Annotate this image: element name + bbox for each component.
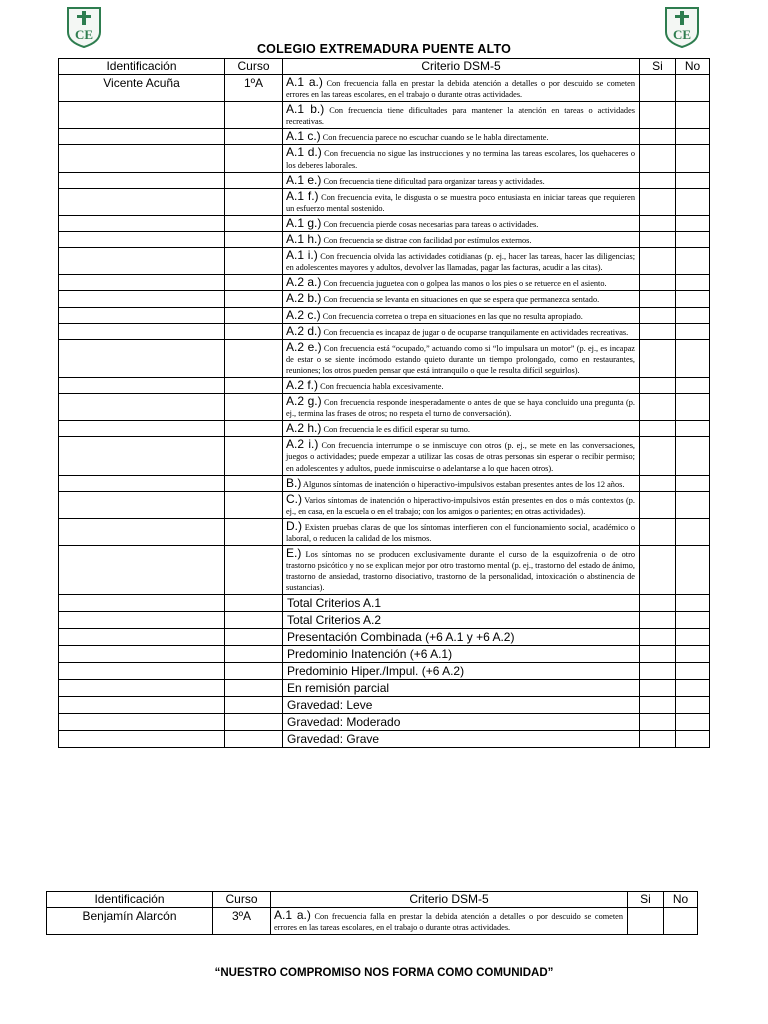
criterion-code: A.1 a.) [274, 908, 311, 922]
student-course-cell [213, 908, 271, 935]
criterion-text: Con frecuencia evita, le disgusta o se muestra poco entusiasta en iniciar tareas que requieren un esfuerzo mental sostenido. [286, 192, 635, 213]
student-id-cell [59, 307, 225, 323]
criterion-cell [283, 421, 640, 437]
student-course-cell [225, 475, 283, 491]
criterion-text: Con frecuencia pierde cosas necesarias para tareas o actividades. [323, 219, 539, 229]
criterion-text: Con frecuencia está “ocupado,” actuando como si “lo impulsara un motor” (p. ej., es incapaz de estar o se siente incómodo estando quieto durante un tiempo prolongado, como en restaurantes, reuniones; los otros pueden pensar que está intranquilo o que le resulta difícil seguirlos). [286, 343, 635, 375]
criterion-row [59, 291, 710, 307]
criterion-cell [283, 475, 640, 491]
checkbox-no-cell[interactable] [676, 518, 710, 545]
criterion-cell [283, 437, 640, 475]
criterion-row [59, 215, 710, 231]
student-course-cell [225, 697, 283, 714]
student-course-cell [225, 232, 283, 248]
criterion-row [59, 518, 710, 545]
checkbox-no-cell[interactable] [676, 323, 710, 339]
checkbox-yes-cell[interactable] [640, 612, 676, 629]
checkbox-no-cell[interactable] [676, 714, 710, 731]
criterion-text: Algunos síntomas de inatención o hiperactivo-impulsivos estaban presentes antes de los 12 años. [302, 479, 625, 489]
criterion-cell [283, 129, 640, 145]
criterion-row [59, 377, 710, 393]
criterion-text: Con frecuencia falla en prestar la debida atención a detalles o por descuido se cometen errores en las tareas escolares, en el trabajo o durante otras actividades. [286, 79, 635, 100]
checkbox-no-cell[interactable] [676, 188, 710, 215]
criterion-cell [271, 908, 628, 935]
checkbox-no-cell[interactable] [676, 394, 710, 421]
student-course-cell [225, 323, 283, 339]
checkbox-yes-cell[interactable] [640, 215, 676, 231]
criterion-row [59, 129, 710, 145]
checkbox-yes-cell[interactable] [640, 546, 676, 595]
criterion-text: Con frecuencia falla en prestar la debida atención a detalles o por descuido se cometen errores en las tareas escolares, en el trabajo o durante otras actividades. [274, 912, 623, 933]
student-id-cell [59, 102, 225, 129]
student-id-cell [59, 714, 225, 731]
student-course-cell [225, 518, 283, 545]
criterion-text: Con frecuencia se levanta en situaciones en que se espera que permanezca sentado. [323, 295, 600, 305]
student-course-cell [225, 612, 283, 629]
student-id-cell [59, 339, 225, 377]
criterion-code: A.2 f.) [286, 377, 319, 392]
summary-label: Gravedad: Moderado [283, 714, 640, 731]
student-id-cell [59, 629, 225, 646]
summary-row [59, 680, 710, 697]
criterion-text: Con frecuencia le es difícil esperar su turno. [323, 425, 470, 435]
student-course-cell [225, 437, 283, 475]
table-header-row [47, 892, 698, 908]
logo-letters: CE [672, 27, 692, 42]
criterion-code: A.1 b.) [286, 102, 325, 117]
criterion-code: A.1 d.) [286, 145, 322, 160]
criterion-cell [283, 145, 640, 172]
student-id-cell [59, 646, 225, 663]
logo-letters: CE [74, 27, 94, 42]
checkbox-yes-cell[interactable] [640, 731, 676, 748]
checkbox-yes-cell[interactable] [640, 145, 676, 172]
checkbox-no-cell[interactable] [676, 145, 710, 172]
table-header-row [59, 59, 710, 75]
student-id-cell [59, 248, 225, 275]
checkbox-no-cell[interactable] [676, 437, 710, 475]
criterion-cell [283, 248, 640, 275]
checkbox-yes-cell[interactable] [640, 437, 676, 475]
criterion-code: C.) [286, 491, 302, 506]
school-motto: “NUESTRO COMPROMISO NOS FORMA COMO COMUNIDAD” [214, 967, 554, 979]
criterion-row [59, 491, 710, 518]
criterion-text: Con frecuencia es incapaz de jugar o de ocuparse tranquilamente en actividades recreativas. [323, 327, 629, 337]
summary-label: Gravedad: Grave [283, 731, 640, 748]
criterion-row [47, 908, 698, 935]
criterion-row [59, 145, 710, 172]
checkbox-yes-cell[interactable] [640, 518, 676, 545]
criterion-code: A.2 e.) [286, 339, 322, 354]
checkbox-yes-cell[interactable] [640, 275, 676, 291]
criterion-row [59, 323, 710, 339]
checkbox-no-cell[interactable] [676, 646, 710, 663]
summary-label: En remisión parcial [283, 680, 640, 697]
student-course-cell [225, 248, 283, 275]
student-course-cell [225, 714, 283, 731]
student-course-cell [225, 595, 283, 612]
summary-row [59, 697, 710, 714]
criterion-code: A.1 c.) [286, 129, 321, 144]
criterion-text: Varios síntomas de inatención o hiperactivo-impulsivos están presentes en dos o más contextos (p. ej., en casa, en la escuela o en el trabajo; con los amigos o parientes; en otras actividades). [286, 495, 635, 516]
checkbox-no-cell[interactable] [676, 129, 710, 145]
summary-label: Presentación Combinada (+6 A.1 y +6 A.2) [283, 629, 640, 646]
student-id-cell [59, 75, 225, 102]
student-course-cell [225, 646, 283, 663]
student-course-cell [225, 75, 283, 102]
col-header-course: Curso [225, 59, 283, 75]
student-id-cell [59, 697, 225, 714]
col-header-yes: Si [640, 59, 676, 75]
checkbox-yes-cell[interactable] [628, 908, 664, 935]
checkbox-yes-cell[interactable] [640, 248, 676, 275]
criterion-text: Los síntomas no se producen exclusivamente durante el curso de la esquizofrenia o de otro trastorno psicótico y no se explican mejor por otro trastorno mental (p. ej., trastorno del estado de ánimo, trastorno de ansiedad, trastorno disociativo, trastorno de la personalidad, intoxicación o abstinencia de sustancias). [286, 550, 635, 593]
checkbox-yes-cell[interactable] [640, 475, 676, 491]
checkbox-yes-cell[interactable] [640, 491, 676, 518]
checkbox-yes-cell[interactable] [640, 339, 676, 377]
criterion-text: Con frecuencia se distrae con facilidad por estímulos externos. [323, 236, 532, 246]
student-course-cell [225, 129, 283, 145]
col-header-no: No [664, 892, 698, 908]
criterion-code: B.) [286, 475, 302, 490]
checkbox-no-cell[interactable] [676, 663, 710, 680]
col-header-id: Identificación [59, 59, 225, 75]
criterion-text: Con frecuencia tiene dificultades para mantener la atención en tareas o actividades recreativas. [286, 106, 635, 127]
checkbox-yes-cell[interactable] [640, 680, 676, 697]
criterion-cell [283, 518, 640, 545]
student-id-cell [59, 437, 225, 475]
student-course-cell [225, 663, 283, 680]
criterion-cell [283, 491, 640, 518]
checkbox-no-cell[interactable] [676, 475, 710, 491]
checkbox-no-cell[interactable] [676, 680, 710, 697]
student-id-cell [59, 129, 225, 145]
criterion-row [59, 394, 710, 421]
checkbox-no-cell[interactable] [676, 75, 710, 102]
summary-label: Total Criterios A.2 [283, 612, 640, 629]
criterion-code: A.2 h.) [286, 421, 322, 436]
criterion-code: D.) [286, 518, 302, 533]
student-course: 1ºA [243, 76, 264, 90]
student-id-cell [59, 377, 225, 393]
criterion-cell [283, 291, 640, 307]
criterion-text: Con frecuencia responde inesperadamente o antes de que se haya concluido una pregunta (p. ej., termina las frases de otros; no respeta el turno de conversación). [286, 398, 635, 419]
checkbox-no-cell[interactable] [664, 908, 698, 935]
checkbox-yes-cell[interactable] [640, 646, 676, 663]
student-id-cell [59, 680, 225, 697]
checkbox-yes-cell[interactable] [640, 291, 676, 307]
student-course-cell [225, 275, 283, 291]
student-id-cell [59, 232, 225, 248]
criterion-text: Con frecuencia tiene dificultad para organizar tareas y actividades. [323, 176, 545, 186]
criterion-cell [283, 307, 640, 323]
student-course: 3ºA [231, 909, 252, 923]
checkbox-yes-cell[interactable] [640, 377, 676, 393]
checkbox-no-cell[interactable] [676, 339, 710, 377]
criterion-row [59, 248, 710, 275]
checkbox-yes-cell[interactable] [640, 172, 676, 188]
criterion-code: A.1 a.) [286, 75, 323, 89]
student-course-cell [225, 339, 283, 377]
criterion-code: A.2 i.) [286, 437, 319, 452]
criterion-code: A.1 h.) [286, 232, 322, 247]
checkbox-no-cell[interactable] [676, 248, 710, 275]
student-id-cell [59, 291, 225, 307]
criterion-row [59, 102, 710, 129]
criterion-text: Con frecuencia habla excesivamente. [320, 381, 444, 391]
criterion-text: Con frecuencia corretea o trepa en situaciones en las que no resulta apropiado. [322, 311, 583, 321]
summary-row [59, 714, 710, 731]
student-course-cell [225, 421, 283, 437]
summary-row [59, 646, 710, 663]
student-course-cell [225, 491, 283, 518]
student-id-cell [59, 595, 225, 612]
criterion-cell [283, 546, 640, 595]
criterion-cell [283, 339, 640, 377]
criterion-cell [283, 323, 640, 339]
student-name: Vicente Acuña [103, 76, 180, 90]
student-id-cell [59, 518, 225, 545]
student-id-cell [59, 475, 225, 491]
col-header-criterion: Criterio DSM-5 [283, 59, 640, 75]
checkbox-no-cell[interactable] [676, 595, 710, 612]
summary-row [59, 629, 710, 646]
checkbox-yes-cell[interactable] [640, 697, 676, 714]
student-course-cell [225, 680, 283, 697]
student-course-cell [225, 145, 283, 172]
criterion-row [59, 421, 710, 437]
summary-label: Total Criterios A.1 [283, 595, 640, 612]
checkbox-yes-cell[interactable] [640, 595, 676, 612]
criterion-row [59, 232, 710, 248]
col-header-course: Curso [213, 892, 271, 908]
col-header-yes: Si [628, 892, 664, 908]
summary-label: Gravedad: Leve [283, 697, 640, 714]
checkbox-yes-cell[interactable] [640, 307, 676, 323]
summary-row [59, 663, 710, 680]
summary-label: Predominio Inatención (+6 A.1) [283, 646, 640, 663]
criterion-cell [283, 75, 640, 102]
checkbox-yes-cell[interactable] [640, 714, 676, 731]
checkbox-no-cell[interactable] [676, 377, 710, 393]
checkbox-yes-cell[interactable] [640, 394, 676, 421]
criterion-code: A.2 b.) [286, 291, 322, 306]
criterion-text: Con frecuencia no sigue las instrucciones y no termina las tareas escolares, los quehaceres o los deberes laborales. [286, 149, 635, 170]
criterion-row [59, 275, 710, 291]
student-id-cell [47, 908, 213, 935]
school-name: COLEGIO EXTREMADURA PUENTE ALTO [256, 42, 512, 56]
summary-row [59, 595, 710, 612]
student-course-cell [225, 307, 283, 323]
student-course-cell [225, 394, 283, 421]
student-course-cell [225, 291, 283, 307]
summary-label: Predominio Hiper./Impul. (+6 A.2) [283, 663, 640, 680]
criterion-row [59, 75, 710, 102]
checkbox-no-cell[interactable] [676, 491, 710, 518]
col-header-no: No [676, 59, 710, 75]
col-header-criterion: Criterio DSM-5 [271, 892, 628, 908]
criterion-code: A.2 g.) [286, 394, 322, 409]
criterion-code: A.1 g.) [286, 215, 322, 230]
student-id-cell [59, 663, 225, 680]
student-id-cell [59, 491, 225, 518]
criterion-code: A.2 c.) [286, 307, 321, 322]
checkbox-no-cell[interactable] [676, 629, 710, 646]
criterion-cell [283, 188, 640, 215]
student-course-cell [225, 629, 283, 646]
criterion-row [59, 475, 710, 491]
checkbox-no-cell[interactable] [676, 275, 710, 291]
criterion-text: Con frecuencia juguetea con o golpea las manos o los pies o se retuerce en el asiento. [323, 279, 607, 289]
criterion-code: A.2 a.) [286, 275, 322, 290]
student-course-cell [225, 188, 283, 215]
criterion-code: A.2 d.) [286, 323, 322, 338]
checkbox-no-cell[interactable] [676, 421, 710, 437]
checkbox-yes-cell[interactable] [640, 129, 676, 145]
criterion-code: A.1 e.) [286, 172, 322, 187]
student-id-cell [59, 421, 225, 437]
criterion-row [59, 172, 710, 188]
criterion-text: Existen pruebas claras de que los síntomas interfieren con el funcionamiento social, académico o laboral, o reducen la calidad de los mismos. [286, 522, 636, 543]
checkbox-yes-cell[interactable] [640, 323, 676, 339]
criterion-row [59, 437, 710, 475]
summary-row [59, 612, 710, 629]
dsm5-table-student-2 [46, 891, 698, 935]
checkbox-yes-cell[interactable] [640, 188, 676, 215]
student-id-cell [59, 215, 225, 231]
checkbox-yes-cell[interactable] [640, 102, 676, 129]
summary-row [59, 731, 710, 748]
checkbox-no-cell[interactable] [676, 172, 710, 188]
checkbox-no-cell[interactable] [676, 102, 710, 129]
student-id-cell [59, 323, 225, 339]
checkbox-no-cell[interactable] [676, 307, 710, 323]
criterion-text: Con frecuencia olvida las actividades cotidianas (p. ej., hacer las tareas, hacer las diligencias; en adolescentes mayores y adultos, devolver las llamadas, pagar las facturas, acudir a las citas). [286, 252, 636, 273]
checkbox-no-cell[interactable] [676, 215, 710, 231]
student-id-cell [59, 394, 225, 421]
checkbox-no-cell[interactable] [676, 546, 710, 595]
checkbox-yes-cell[interactable] [640, 629, 676, 646]
criterion-row [59, 307, 710, 323]
student-id-cell [59, 145, 225, 172]
student-course-cell [225, 731, 283, 748]
checkbox-no-cell[interactable] [676, 731, 710, 748]
col-header-id: Identificación [47, 892, 213, 908]
criterion-cell [283, 275, 640, 291]
student-course-cell [225, 102, 283, 129]
checkbox-yes-cell[interactable] [640, 75, 676, 102]
student-course-cell [225, 172, 283, 188]
student-id-cell [59, 275, 225, 291]
checkbox-no-cell[interactable] [676, 612, 710, 629]
criterion-code: A.1 i.) [286, 248, 318, 263]
student-id-cell [59, 731, 225, 748]
student-course-cell [225, 215, 283, 231]
criterion-cell [283, 102, 640, 129]
checkbox-yes-cell[interactable] [640, 663, 676, 680]
checkbox-no-cell[interactable] [676, 291, 710, 307]
criterion-cell [283, 377, 640, 393]
criterion-cell [283, 394, 640, 421]
criterion-cell [283, 232, 640, 248]
student-course-cell [225, 546, 283, 595]
criterion-code: E.) [286, 546, 302, 561]
criterion-cell [283, 172, 640, 188]
criterion-cell [283, 215, 640, 231]
student-course-cell [225, 377, 283, 393]
checkbox-yes-cell[interactable] [640, 421, 676, 437]
student-id-cell [59, 172, 225, 188]
checkbox-yes-cell[interactable] [640, 232, 676, 248]
dsm5-table-student-1 [58, 58, 710, 748]
criterion-row [59, 546, 710, 595]
criterion-text: Con frecuencia parece no escuchar cuando se le habla directamente. [322, 133, 549, 143]
checkbox-no-cell[interactable] [676, 232, 710, 248]
student-id-cell [59, 612, 225, 629]
student-id-cell [59, 188, 225, 215]
student-name: Benjamín Alarcón [82, 909, 177, 923]
student-id-cell [59, 546, 225, 595]
criterion-code: A.1 f.) [286, 188, 319, 203]
criterion-row [59, 339, 710, 377]
criterion-row [59, 188, 710, 215]
criterion-text: Con frecuencia interrumpe o se inmiscuye con otros (p. ej., se mete en las conversaciones, juegos o actividades; puede empezar a utilizar las cosas de otras personas sin esperar o recibir permiso; en adolescentes y adultos, puede inmiscuirse o adelantarse a lo que hacen otros). [286, 441, 635, 473]
checkbox-no-cell[interactable] [676, 697, 710, 714]
